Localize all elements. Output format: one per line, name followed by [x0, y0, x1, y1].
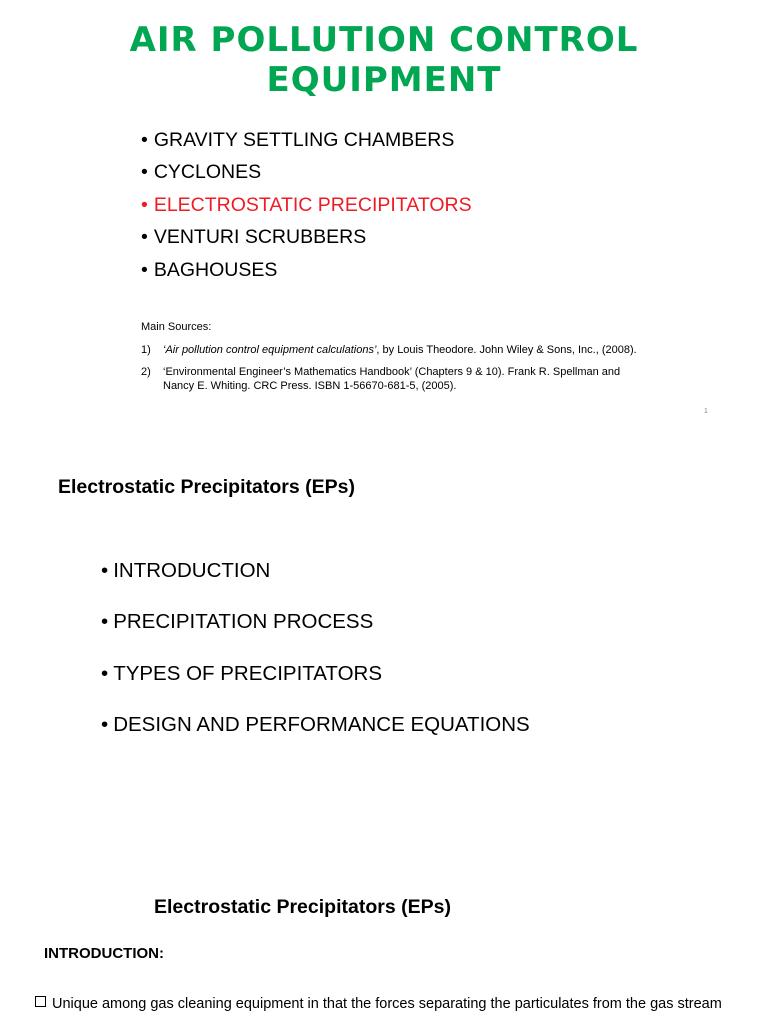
source-item: [141, 365, 641, 393]
list-item: [141, 254, 472, 286]
source-title: ‘Air pollution control equipment calculations’: [163, 344, 377, 356]
list-item: [101, 555, 530, 606]
list-item: [141, 156, 472, 188]
ep-agenda-list: [101, 555, 530, 760]
bullet-icon: •: [101, 559, 109, 582]
bullet-icon: •: [101, 661, 109, 685]
bullet-icon: •: [141, 193, 148, 216]
list-item-label: CYCLONES: [153, 161, 262, 184]
section-heading: Electrostatic Precipitators (EPs): [58, 476, 355, 498]
bullet-icon: •: [101, 610, 109, 634]
bullet-icon: •: [141, 161, 148, 184]
bullet-icon: •: [141, 258, 148, 281]
list-item-label: GRAVITY SETTLING CHAMBERS: [153, 129, 455, 151]
checkbox-icon: [35, 996, 46, 1007]
list-item: [141, 124, 472, 156]
list-item-label: PRECIPITATION PROCESS: [113, 610, 374, 634]
list-item-label: ELECTROSTATIC PRECIPITATORS: [153, 193, 472, 216]
introduction-paragraph: [35, 994, 722, 1014]
list-item-label: BAGHOUSES: [153, 258, 278, 281]
main-sources: [141, 320, 641, 401]
source-number: 1): [141, 344, 151, 356]
title-line-2: EQUIPMENT: [266, 60, 502, 100]
title-line-1: AIR POLLUTION CONTROL: [129, 20, 639, 60]
introduction-text: Unique among gas cleaning equipment in that the forces separating the particulates from the gas stream: [52, 996, 722, 1012]
introduction-heading: INTRODUCTION:: [44, 945, 164, 962]
list-item: [101, 658, 530, 709]
list-item-label: VENTURI SCRUBBERS: [153, 226, 367, 249]
list-item-label: DESIGN AND PERFORMANCE EQUATIONS: [113, 712, 530, 736]
source-details: , by Louis Theodore. John Wiley & Sons, Inc., (2008).: [376, 344, 637, 356]
sources-title: Main Sources:: [141, 321, 212, 333]
equipment-topic-list: [141, 124, 472, 286]
list-item-highlighted: [141, 189, 472, 221]
source-number: 2): [141, 366, 151, 378]
section-heading: Electrostatic Precipitators (EPs): [154, 896, 451, 918]
bullet-icon: •: [101, 712, 109, 736]
source-details: ‘Environmental Engineer’s Mathematics Handbook’ (Chapters 9 & 10). Frank R. Spellman and Nancy E. Whiting. CRC Press. ISBN 1-56670-681-5, (2005).: [163, 366, 621, 392]
source-item: [141, 343, 641, 357]
page-number: 1: [704, 408, 708, 415]
list-item: [101, 709, 530, 760]
page-title: [0, 20, 768, 100]
bullet-icon: •: [141, 226, 148, 249]
list-item-label: INTRODUCTION: [113, 559, 271, 582]
list-item-label: TYPES OF PRECIPITATORS: [113, 661, 383, 685]
list-item: [141, 221, 472, 253]
list-item: [101, 606, 530, 657]
bullet-icon: •: [141, 129, 148, 151]
